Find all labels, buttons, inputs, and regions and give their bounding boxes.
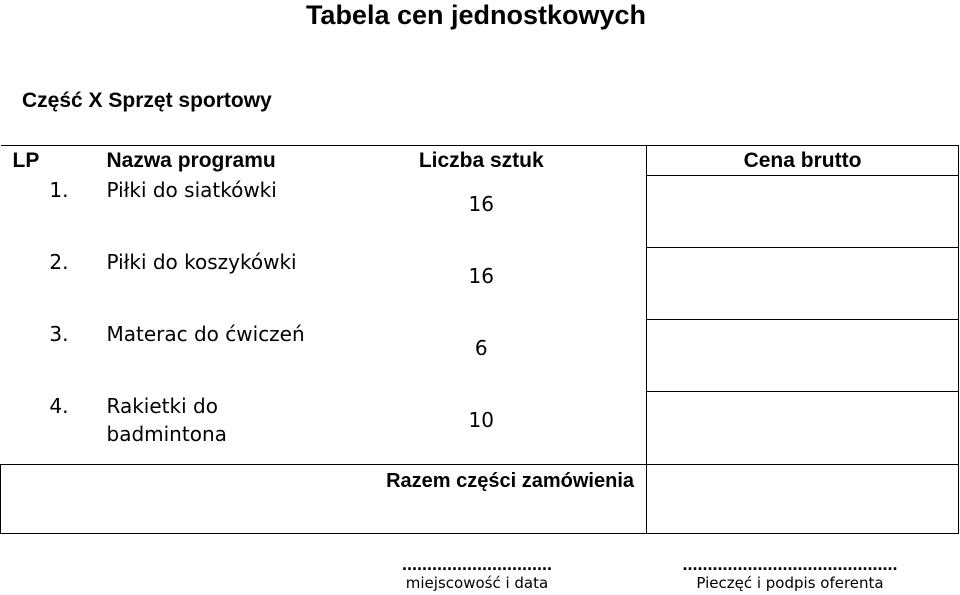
- table-header-row: [1, 146, 959, 176]
- row-qty: 10: [468, 407, 494, 432]
- row-lp: 2.: [49, 249, 69, 274]
- table-row: [1, 248, 959, 320]
- table-row: [1, 392, 959, 465]
- stamp-signature-label: Pieczęć i podpis oferenta: [696, 574, 884, 592]
- total-row: [1, 464, 959, 533]
- row-price-cell[interactable]: [647, 248, 959, 320]
- row-name: Piłki do koszykówki: [106, 249, 297, 274]
- header-price: Cena brutto: [647, 146, 959, 176]
- row-price-cell[interactable]: [647, 320, 959, 392]
- header-qty: Liczba sztuk: [317, 146, 647, 176]
- page-title: Tabela cen jednostkowych: [305, 0, 647, 30]
- row-lp: 3.: [49, 321, 69, 346]
- place-date-dots: ..............................: [401, 554, 553, 574]
- row-qty: 16: [468, 263, 494, 288]
- row-lp: 4.: [49, 393, 69, 418]
- total-price-cell[interactable]: [647, 464, 959, 533]
- place-date-signature: [352, 556, 602, 592]
- row-price-cell[interactable]: [647, 176, 959, 248]
- header-name: Nazwa programu: [89, 146, 317, 176]
- header-lp: LP: [1, 146, 89, 176]
- part-title: Część X Sprzęt sportowy: [22, 89, 272, 112]
- stamp-signature: [622, 556, 958, 592]
- place-date-label: miejscowość i data: [405, 574, 549, 592]
- table-row: [1, 320, 959, 392]
- stamp-signature-dots: ...........................................: [682, 554, 898, 574]
- row-qty: 16: [468, 191, 494, 216]
- row-name: Rakietki do badmintona: [106, 393, 227, 446]
- row-name: Piłki do siatkówki: [106, 177, 277, 202]
- row-lp: 1.: [49, 177, 69, 202]
- row-qty: 6: [474, 335, 488, 360]
- row-name: Materac do ćwiczeń: [106, 321, 305, 346]
- table-row: [1, 176, 959, 248]
- row-price-cell[interactable]: [647, 392, 959, 465]
- total-label: Razem części zamówienia: [1, 464, 647, 533]
- price-table: [0, 145, 959, 534]
